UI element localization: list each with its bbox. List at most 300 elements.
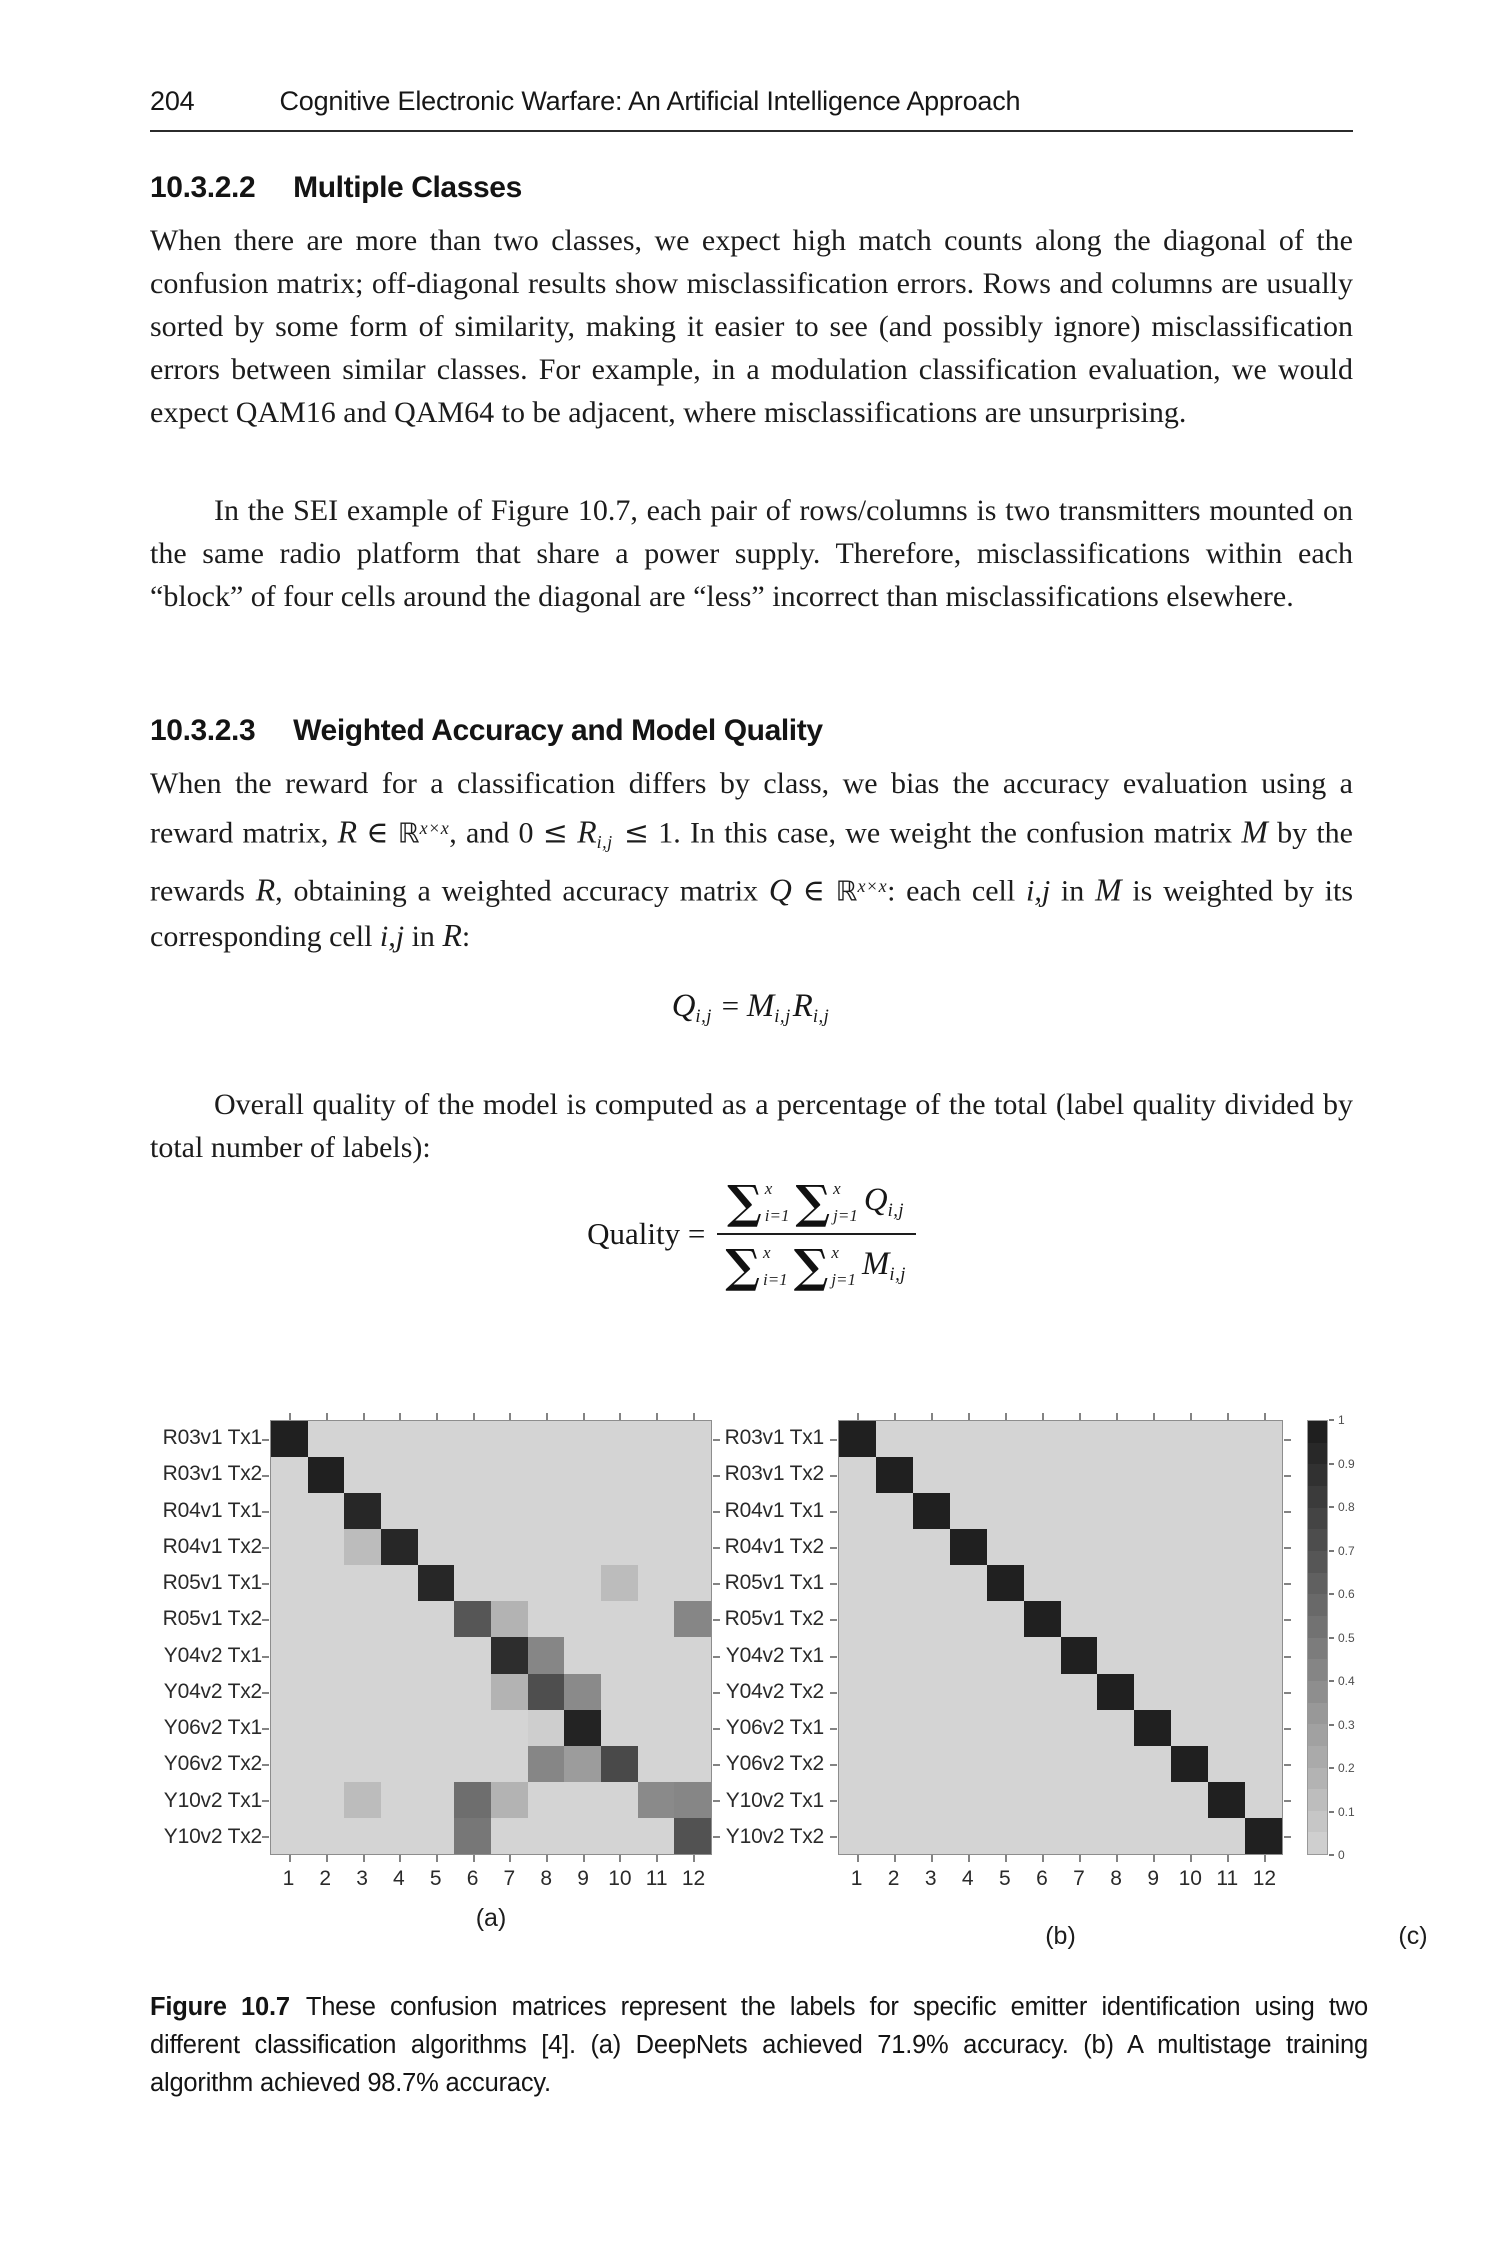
matrix-cell [987, 1493, 1024, 1529]
axis-tick [262, 1511, 269, 1513]
panel-label-c: (c) [1398, 1922, 1428, 1950]
denominator-variable: $M_{i,j}$ [862, 1245, 906, 1286]
matrix-cell [950, 1637, 987, 1673]
matrix-cell [1171, 1565, 1208, 1601]
colorbar-tick-label: 0.2 [1338, 1761, 1355, 1775]
matrix-cell [1061, 1710, 1098, 1746]
axis-tick [1284, 1439, 1291, 1441]
axis-tick [968, 1855, 970, 1862]
matrix-cell [1171, 1601, 1208, 1637]
text-run [357, 816, 366, 849]
sigma-icon: ∑ [725, 1239, 760, 1293]
matrix-cell [308, 1710, 345, 1746]
matrix-cell [344, 1601, 381, 1637]
axis-tick [931, 1855, 933, 1862]
figure-caption-text: These confusion matrices represent the labels for specific emitter identification using two different classification algorithms [4]. (a) DeepNets achieved 71.9% accuracy. (b) A multistage training algorithm achieved 98.7% accuracy. [150, 1993, 1368, 2097]
matrix-cell [601, 1565, 638, 1601]
axis-tick [1284, 1836, 1291, 1838]
matrix-cell [564, 1782, 601, 1818]
matrix-cell [638, 1746, 675, 1782]
math-scr: R [577, 814, 597, 850]
matrix-cell [638, 1421, 675, 1457]
matrix-cell [491, 1782, 528, 1818]
matrix-cell [1208, 1782, 1245, 1818]
axis-tick [830, 1764, 837, 1766]
row-label: Y04v2 Tx2 [163, 1679, 262, 1703]
matrix-cell [1134, 1529, 1171, 1565]
axis-tick [1042, 1413, 1044, 1420]
col-tick-label: 1 [282, 1867, 295, 1890]
matrix-cell [381, 1674, 418, 1710]
colorbar-tick-label: 0.7 [1338, 1543, 1355, 1558]
matrix-cell [271, 1529, 308, 1565]
matrix-cell [601, 1710, 638, 1746]
matrix-cell [913, 1601, 950, 1637]
matrix-cell [564, 1421, 601, 1457]
matrix-cell [950, 1421, 987, 1457]
matrix-cell [381, 1565, 418, 1601]
matrix-cell [1024, 1710, 1061, 1746]
axis-tick [473, 1855, 475, 1862]
sum-operator [727, 1175, 790, 1229]
matrix-cell [564, 1710, 601, 1746]
matrix-cell [913, 1746, 950, 1782]
axis-tick [262, 1764, 269, 1766]
col-tick-label: 2 [887, 1867, 900, 1890]
matrix-cell [839, 1674, 876, 1710]
matrix-cell [1134, 1710, 1171, 1746]
colorbar-tick-dash [1329, 1680, 1334, 1682]
matrix-cell [987, 1421, 1024, 1457]
col-tick-label: 7 [1073, 1867, 1085, 1890]
colorbar-tick-dash [1329, 1593, 1334, 1595]
matrix-cell [528, 1818, 565, 1854]
matrix-cell [271, 1565, 308, 1601]
axis-tick [619, 1855, 621, 1862]
matrix-cell [1245, 1674, 1282, 1710]
matrix-cell [381, 1493, 418, 1529]
axis-tick [830, 1511, 837, 1513]
colorbar-tick [1329, 1457, 1355, 1471]
matrix-cell [839, 1746, 876, 1782]
text-run [825, 875, 836, 908]
matrix-cell [308, 1601, 345, 1637]
col-tick-label: 11 [1216, 1867, 1239, 1890]
matrix-cell [1097, 1565, 1134, 1601]
figure-caption-label: Figure 10.7 [150, 1993, 290, 2021]
matrix-cell [1208, 1746, 1245, 1782]
matrix-cell [344, 1710, 381, 1746]
matrix-cell [638, 1674, 675, 1710]
matrix-cell [1134, 1493, 1171, 1529]
matrix-cell [344, 1782, 381, 1818]
matrix-cell [601, 1782, 638, 1818]
matrix-cell [1171, 1818, 1208, 1854]
axis-tick [1284, 1728, 1291, 1730]
matrix-cell [1061, 1493, 1098, 1529]
matrix-cell [381, 1601, 418, 1637]
matrix-cell [454, 1674, 491, 1710]
matrix-cell [271, 1457, 308, 1493]
matrix-cell [839, 1529, 876, 1565]
matrix-cell [950, 1746, 987, 1782]
axis-tick [1153, 1413, 1155, 1420]
matrix-cell [308, 1746, 345, 1782]
col-tick-label: 3 [356, 1867, 368, 1890]
colorbar-tick-dash [1329, 1419, 1334, 1421]
matrix-cell [344, 1457, 381, 1493]
col-tick-label: 3 [924, 1867, 937, 1890]
matrix-cell [418, 1782, 455, 1818]
matrix-b-grid [838, 1420, 1283, 1855]
matrix-cell [987, 1601, 1024, 1637]
matrix-cell [271, 1782, 308, 1818]
matrix-cell [1061, 1782, 1098, 1818]
matrix-cell [987, 1529, 1024, 1565]
axis-tick [546, 1855, 548, 1862]
matrix-cell [987, 1818, 1024, 1854]
colorbar-tick-label: 0.8 [1338, 1500, 1355, 1514]
axis-tick [830, 1547, 837, 1549]
matrix-cell [528, 1782, 565, 1818]
axis-tick [326, 1413, 328, 1420]
colorbar-tick [1329, 1718, 1355, 1732]
matrix-cell [1171, 1674, 1208, 1710]
matrix-cell [418, 1529, 455, 1565]
matrix-cell [1134, 1637, 1171, 1673]
matrix-b-row-labels [676, 1420, 824, 1855]
matrix-cell [1134, 1457, 1171, 1493]
matrix-cell [638, 1818, 675, 1854]
math-it: i,j [379, 919, 405, 953]
sum-upper-limit: x [762, 1243, 771, 1262]
axis-tick [262, 1475, 269, 1477]
axis-tick [830, 1836, 837, 1838]
axis-tick [509, 1855, 511, 1862]
matrix-cell [1208, 1457, 1245, 1493]
panel-label-b: (b) [1045, 1922, 1076, 1950]
matrix-cell [308, 1457, 345, 1493]
text-run [792, 875, 803, 908]
figure-caption [150, 1988, 1368, 2102]
axis-tick [262, 1728, 269, 1730]
matrix-cell [491, 1637, 528, 1673]
axis-tick [546, 1413, 548, 1420]
matrix-cell [1134, 1565, 1171, 1601]
matrix-cell [491, 1421, 528, 1457]
axis-tick [894, 1855, 896, 1862]
matrix-cell [564, 1493, 601, 1529]
matrix-cell [1061, 1818, 1098, 1854]
matrix-cell [381, 1637, 418, 1673]
sum-operator [725, 1239, 788, 1293]
matrix-cell [1208, 1601, 1245, 1637]
colorbar-tick-dash [1329, 1854, 1334, 1856]
col-tick-label: 12 [681, 1867, 706, 1890]
matrix-cell [308, 1493, 345, 1529]
colorbar-tick-dash [1329, 1463, 1334, 1465]
matrix-cell [913, 1565, 950, 1601]
matrix-cell [1208, 1674, 1245, 1710]
matrix-cell [1245, 1601, 1282, 1637]
matrix-cell [491, 1565, 528, 1601]
matrix-cell [271, 1637, 308, 1673]
axis-tick [1190, 1413, 1192, 1420]
col-tick-label: 10 [1178, 1867, 1202, 1890]
section-heading-multiple-classes [150, 171, 1353, 205]
col-tick-label: 9 [1147, 1867, 1159, 1890]
text-run: , obtaining a weighted accuracy matrix [275, 874, 769, 908]
colorbar-tick [1329, 1413, 1345, 1427]
matrix-cell [308, 1818, 345, 1854]
matrix-cell [1208, 1421, 1245, 1457]
sum-lower-limit: i=1 [764, 1206, 790, 1225]
math-scr: R [792, 988, 813, 1024]
matrix-cell [839, 1818, 876, 1854]
matrix-cell [491, 1710, 528, 1746]
math-scr: R [337, 814, 358, 850]
matrix-cell [950, 1457, 987, 1493]
matrix-cell [950, 1493, 987, 1529]
matrix-cell [876, 1637, 913, 1673]
matrix-cell [1024, 1637, 1061, 1673]
axis-tick [968, 1413, 970, 1420]
matrix-cell [1097, 1493, 1134, 1529]
sum-upper-limit: x [831, 1243, 839, 1262]
matrix-cell [1024, 1818, 1061, 1854]
matrix-cell [528, 1674, 565, 1710]
math-sym: ≤ [542, 815, 568, 851]
matrix-cell [454, 1421, 491, 1457]
matrix-cell [601, 1674, 638, 1710]
matrix-cell [381, 1421, 418, 1457]
colorbar-tick [1329, 1500, 1355, 1514]
page-number: 204 [150, 86, 195, 116]
col-tick-label: 6 [466, 1867, 479, 1890]
colorbar-tick-label: 1 [1338, 1413, 1345, 1427]
matrix-cell [381, 1818, 418, 1854]
text-run: in [1050, 874, 1096, 908]
matrix-a-row-labels [114, 1420, 262, 1855]
axis-tick [830, 1656, 837, 1658]
axis-tick [693, 1855, 695, 1862]
sum-operator [795, 1175, 858, 1229]
matrix-cell [1245, 1421, 1282, 1457]
text-run: : [461, 919, 471, 953]
matrix-cell [1208, 1565, 1245, 1601]
matrix-cell [418, 1674, 455, 1710]
matrix-cell [564, 1637, 601, 1673]
colorbar-tick-label: 0 [1338, 1848, 1345, 1862]
col-tick-label: 5 [429, 1867, 442, 1890]
colorbar-tick-dash [1329, 1724, 1334, 1726]
colorbar-tick-label: 0.6 [1338, 1587, 1355, 1601]
math-supi: x×x [857, 876, 888, 897]
matrix-cell [381, 1782, 418, 1818]
running-header [150, 86, 1353, 132]
matrix-cell [1208, 1493, 1245, 1529]
matrix-cell [528, 1637, 565, 1673]
matrix-cell [950, 1710, 987, 1746]
axis-tick [1264, 1855, 1266, 1862]
text-run: When the reward for a classification differs by class, we bias the accuracy evaluation using a reward matrix, [150, 767, 1353, 850]
axis-tick [1153, 1855, 1155, 1862]
matrix-cell [876, 1493, 913, 1529]
matrix-cell [271, 1746, 308, 1782]
matrix-cell [418, 1457, 455, 1493]
math-bb: ℝ [397, 816, 420, 850]
text-run [615, 816, 624, 849]
axis-tick [1284, 1692, 1291, 1694]
matrix-cell [308, 1529, 345, 1565]
paragraph-overall-quality: Overall quality of the model is computed as a percentage of the total (label quality divided by total number of labels): [150, 1088, 1353, 1164]
matrix-cell [454, 1818, 491, 1854]
math-scr: Q [768, 872, 792, 908]
matrix-cell [454, 1457, 491, 1493]
text-run: 1. In this case, we weight the confusion matrix [649, 816, 1242, 850]
matrix-cell [308, 1565, 345, 1601]
row-label: R03v1 Tx1 [724, 1426, 824, 1450]
matrix-cell [950, 1782, 987, 1818]
matrix-cell [1024, 1493, 1061, 1529]
math-scr: R [255, 872, 276, 908]
section-title: Multiple Classes [293, 171, 522, 204]
fraction-denominator [717, 1235, 916, 1293]
colorbar-tick-dash [1329, 1811, 1334, 1813]
matrix-cell [987, 1457, 1024, 1493]
matrix-cell [1097, 1529, 1134, 1565]
matrix-cell [271, 1421, 308, 1457]
colorbar-ticks [1307, 1413, 1397, 1862]
matrix-cell [454, 1493, 491, 1529]
axis-tick [619, 1413, 621, 1420]
matrix-cell [1245, 1529, 1282, 1565]
matrix-cell [564, 1818, 601, 1854]
matrix-cell [638, 1782, 675, 1818]
row-label: R05v1 Tx1 [162, 1571, 262, 1595]
col-tick-label: 8 [540, 1867, 553, 1890]
math-subi: i,j [596, 832, 613, 853]
matrix-cell [1097, 1421, 1134, 1457]
axis-tick [1284, 1511, 1291, 1513]
matrix-cell [344, 1529, 381, 1565]
numerator-variable: $Q_{i,j}$ [863, 1181, 905, 1222]
matrix-cell [1024, 1782, 1061, 1818]
matrix-cell [913, 1529, 950, 1565]
colorbar-tick [1329, 1674, 1355, 1688]
axis-tick [830, 1800, 837, 1802]
axis-tick [262, 1656, 269, 1658]
axis-tick [1005, 1413, 1007, 1420]
row-label: Y06v2 Tx2 [725, 1752, 824, 1776]
text-run [389, 816, 398, 849]
matrix-cell [454, 1565, 491, 1601]
quality-lhs [587, 1216, 705, 1252]
math-it: i,j [1025, 874, 1051, 908]
axis-tick [262, 1836, 269, 1838]
matrix-cell [418, 1601, 455, 1637]
colorbar-tick-dash [1329, 1767, 1334, 1769]
matrix-cell [638, 1457, 675, 1493]
matrix-b-col-labels [838, 1867, 1283, 1891]
math-sym: ∈ [802, 873, 825, 909]
matrix-cell [913, 1818, 950, 1854]
col-tick-label: 6 [1036, 1867, 1048, 1890]
matrix-cell [601, 1529, 638, 1565]
axis-tick [262, 1583, 269, 1585]
section-number: 10.3.2.3 [150, 714, 256, 747]
matrix-cell [528, 1493, 565, 1529]
matrix-cell [564, 1746, 601, 1782]
matrix-cell [308, 1421, 345, 1457]
matrix-cell [1245, 1782, 1282, 1818]
col-tick-label: 4 [393, 1867, 405, 1890]
matrix-cell [913, 1710, 950, 1746]
matrix-cell [491, 1457, 528, 1493]
matrix-cell [344, 1746, 381, 1782]
axis-tick [262, 1800, 269, 1802]
matrix-cell [1097, 1457, 1134, 1493]
matrix-cell [638, 1529, 675, 1565]
row-label: Y06v2 Tx1 [725, 1716, 824, 1740]
matrix-cell [418, 1421, 455, 1457]
row-label: Y10v2 Tx2 [725, 1824, 824, 1848]
matrix-cell [271, 1818, 308, 1854]
matrix-cell [638, 1601, 675, 1637]
equation-quality [150, 1175, 1353, 1293]
matrix-cell [876, 1601, 913, 1637]
paragraph-multiple-classes-1: When there are more than two classes, we expect high match counts along the diagonal of the confusion matrix; off-diagonal results show misclassification errors. Rows and columns are usually sorted by some form of similarity, making it easier to see (and possibly ignore) misclassification errors between similar classes. For example, in a modulation classification evaluation, we would expect QAM16 and QAM64 to be adjacent, where misclassifications are unsurprising. [150, 224, 1353, 429]
matrix-cell [1097, 1710, 1134, 1746]
matrix-cell [1171, 1746, 1208, 1782]
sum-lower-limit: j=1 [833, 1206, 858, 1225]
matrix-cell [950, 1674, 987, 1710]
matrix-cell [271, 1710, 308, 1746]
matrix-cell [638, 1637, 675, 1673]
col-tick-label: 4 [961, 1867, 974, 1890]
sum-lower-limit: j=1 [831, 1270, 857, 1289]
row-label: R05v1 Tx2 [724, 1607, 824, 1631]
colorbar-tick-dash [1329, 1506, 1334, 1508]
matrix-cell [1024, 1457, 1061, 1493]
math-bb: ℝ [835, 874, 858, 908]
axis-tick [363, 1413, 365, 1420]
matrix-cell [1245, 1493, 1282, 1529]
matrix-cell [1061, 1529, 1098, 1565]
axis-tick [1079, 1413, 1081, 1420]
axis-tick [1116, 1413, 1118, 1420]
matrix-cell [271, 1601, 308, 1637]
row-label: R04v1 Tx1 [162, 1498, 262, 1522]
matrix-cell [839, 1421, 876, 1457]
matrix-cell [839, 1457, 876, 1493]
matrix-cell [950, 1601, 987, 1637]
axis-tick [1284, 1583, 1291, 1585]
matrix-cell [913, 1782, 950, 1818]
matrix-cell [987, 1637, 1024, 1673]
axis-tick [1284, 1656, 1291, 1658]
sum-operator [793, 1239, 857, 1293]
colorbar-tick-dash [1329, 1637, 1334, 1639]
sum-upper-limit: x [764, 1179, 773, 1198]
matrix-cell [1024, 1746, 1061, 1782]
axis-tick [262, 1547, 269, 1549]
axis-tick [830, 1619, 837, 1621]
matrix-cell [1097, 1637, 1134, 1673]
matrix-cell [1245, 1710, 1282, 1746]
math-sym: ∈ [366, 815, 389, 851]
math-scr: R [442, 917, 462, 953]
